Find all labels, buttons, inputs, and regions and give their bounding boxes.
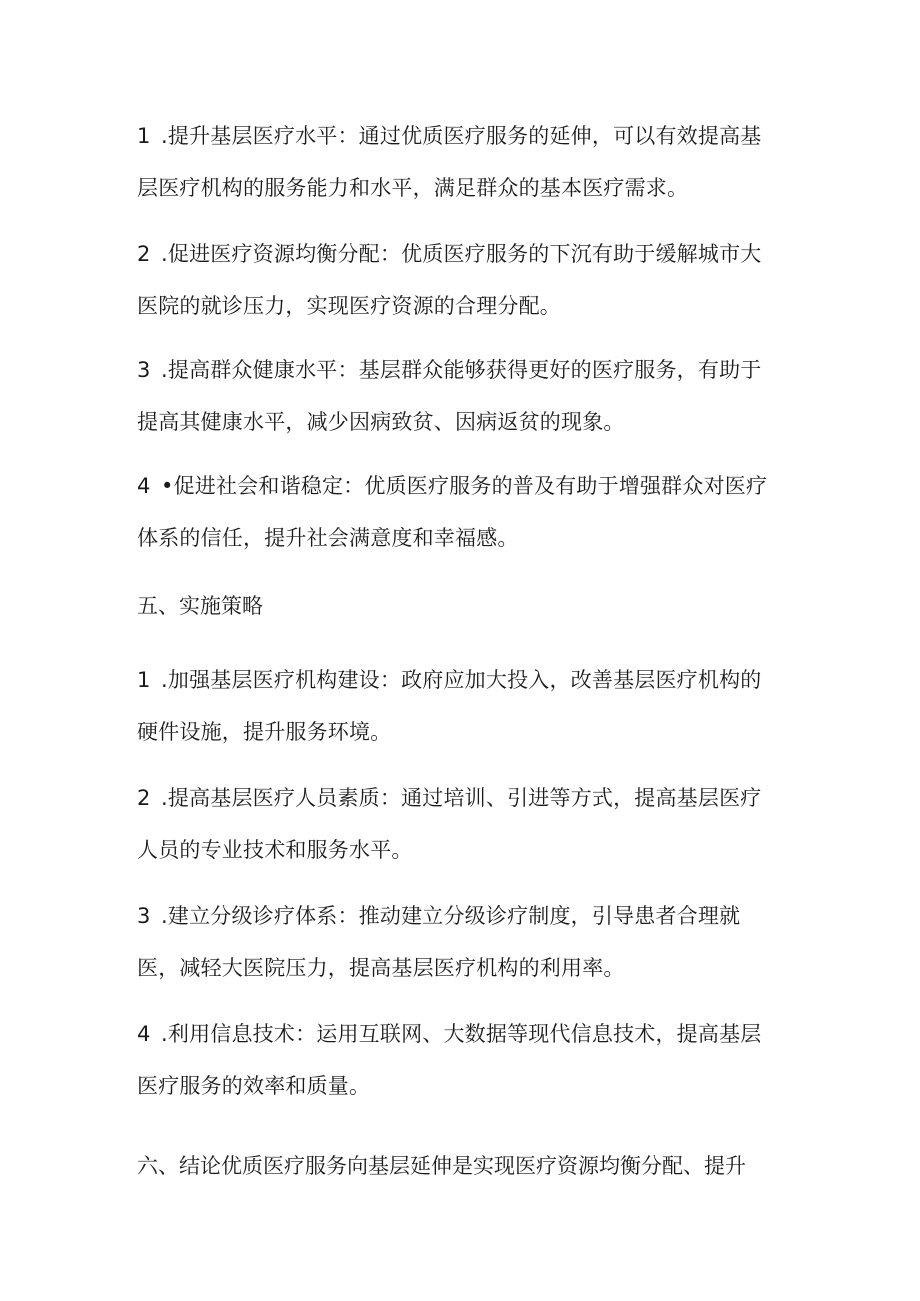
item-text: .建立分级诊疗体系：推动建立分级诊疗制度，引导患者合理就 xyxy=(161,904,741,928)
item-text: .利用信息技术：运用互联网、大数据等现代信息技术，提高基层 xyxy=(161,1022,762,1046)
paragraph-line: 提高其健康水平，减少因病致贫、因病返贫的现象。 xyxy=(137,410,625,434)
paragraph-line: 体系的信任，提升社会满意度和幸福感。 xyxy=(137,526,519,550)
section-heading: 五、实施策略 xyxy=(137,594,263,618)
item-number: 3 xyxy=(137,904,151,928)
item-number: 1 xyxy=(137,668,151,692)
paragraph-line xyxy=(137,344,787,396)
list-item xyxy=(137,772,787,876)
list-item xyxy=(137,1008,787,1112)
paragraph-line xyxy=(137,460,787,512)
paragraph-line xyxy=(137,1008,787,1060)
item-text: .提高基层医疗人员素质：通过培训、引进等方式，提高基层医疗 xyxy=(161,786,762,810)
item-number: 1 xyxy=(137,124,151,148)
paragraph-line xyxy=(137,890,787,942)
paragraph-line xyxy=(137,772,787,824)
list-item xyxy=(137,228,787,332)
paragraph-line: 医，减轻大医院压力，提高基层医疗机构的利用率。 xyxy=(137,956,625,980)
item-number: 2 xyxy=(137,786,151,810)
item-text: .提升基层医疗水平：通过优质医疗服务的延伸，可以有效提高基 xyxy=(161,124,762,148)
paragraph-line: 层医疗机构的服务能力和水平，满足群众的基本医疗需求。 xyxy=(137,176,689,200)
item-text: .提高群众健康水平：基层群众能够获得更好的医疗服务，有助于 xyxy=(161,358,762,382)
paragraph-line: 人员的专业技术和服务水平。 xyxy=(137,838,413,862)
section-conclusion: 六、结论优质医疗服务向基层延伸是实现医疗资源均衡分配、提升 xyxy=(137,1154,746,1178)
list-item xyxy=(137,890,787,994)
item-text: •促进社会和谐稳定：优质医疗服务的普及有助于增强群众对医疗 xyxy=(161,474,768,498)
paragraph-line xyxy=(137,228,787,280)
item-text: .促进医疗资源均衡分配：优质医疗服务的下沉有助于缓解城市大 xyxy=(161,242,762,266)
paragraph-line xyxy=(137,654,787,706)
item-text: .加强基层医疗机构建设：政府应加大投入，改善基层医疗机构的 xyxy=(161,668,762,692)
paragraph-line: 医院的就诊压力，实现医疗资源的合理分配。 xyxy=(137,294,561,318)
item-number: 2 xyxy=(137,242,151,266)
paragraph-line xyxy=(137,110,787,162)
paragraph-line: 硬件设施，提升服务环境。 xyxy=(137,720,392,744)
item-number: 4 xyxy=(137,474,151,498)
list-item xyxy=(137,344,787,448)
item-number: 3 xyxy=(137,358,151,382)
list-item xyxy=(137,460,787,564)
paragraph-line: 医疗服务的效率和质量。 xyxy=(137,1074,371,1098)
item-number: 4 xyxy=(137,1022,151,1046)
list-item xyxy=(137,110,787,214)
list-item xyxy=(137,654,787,758)
